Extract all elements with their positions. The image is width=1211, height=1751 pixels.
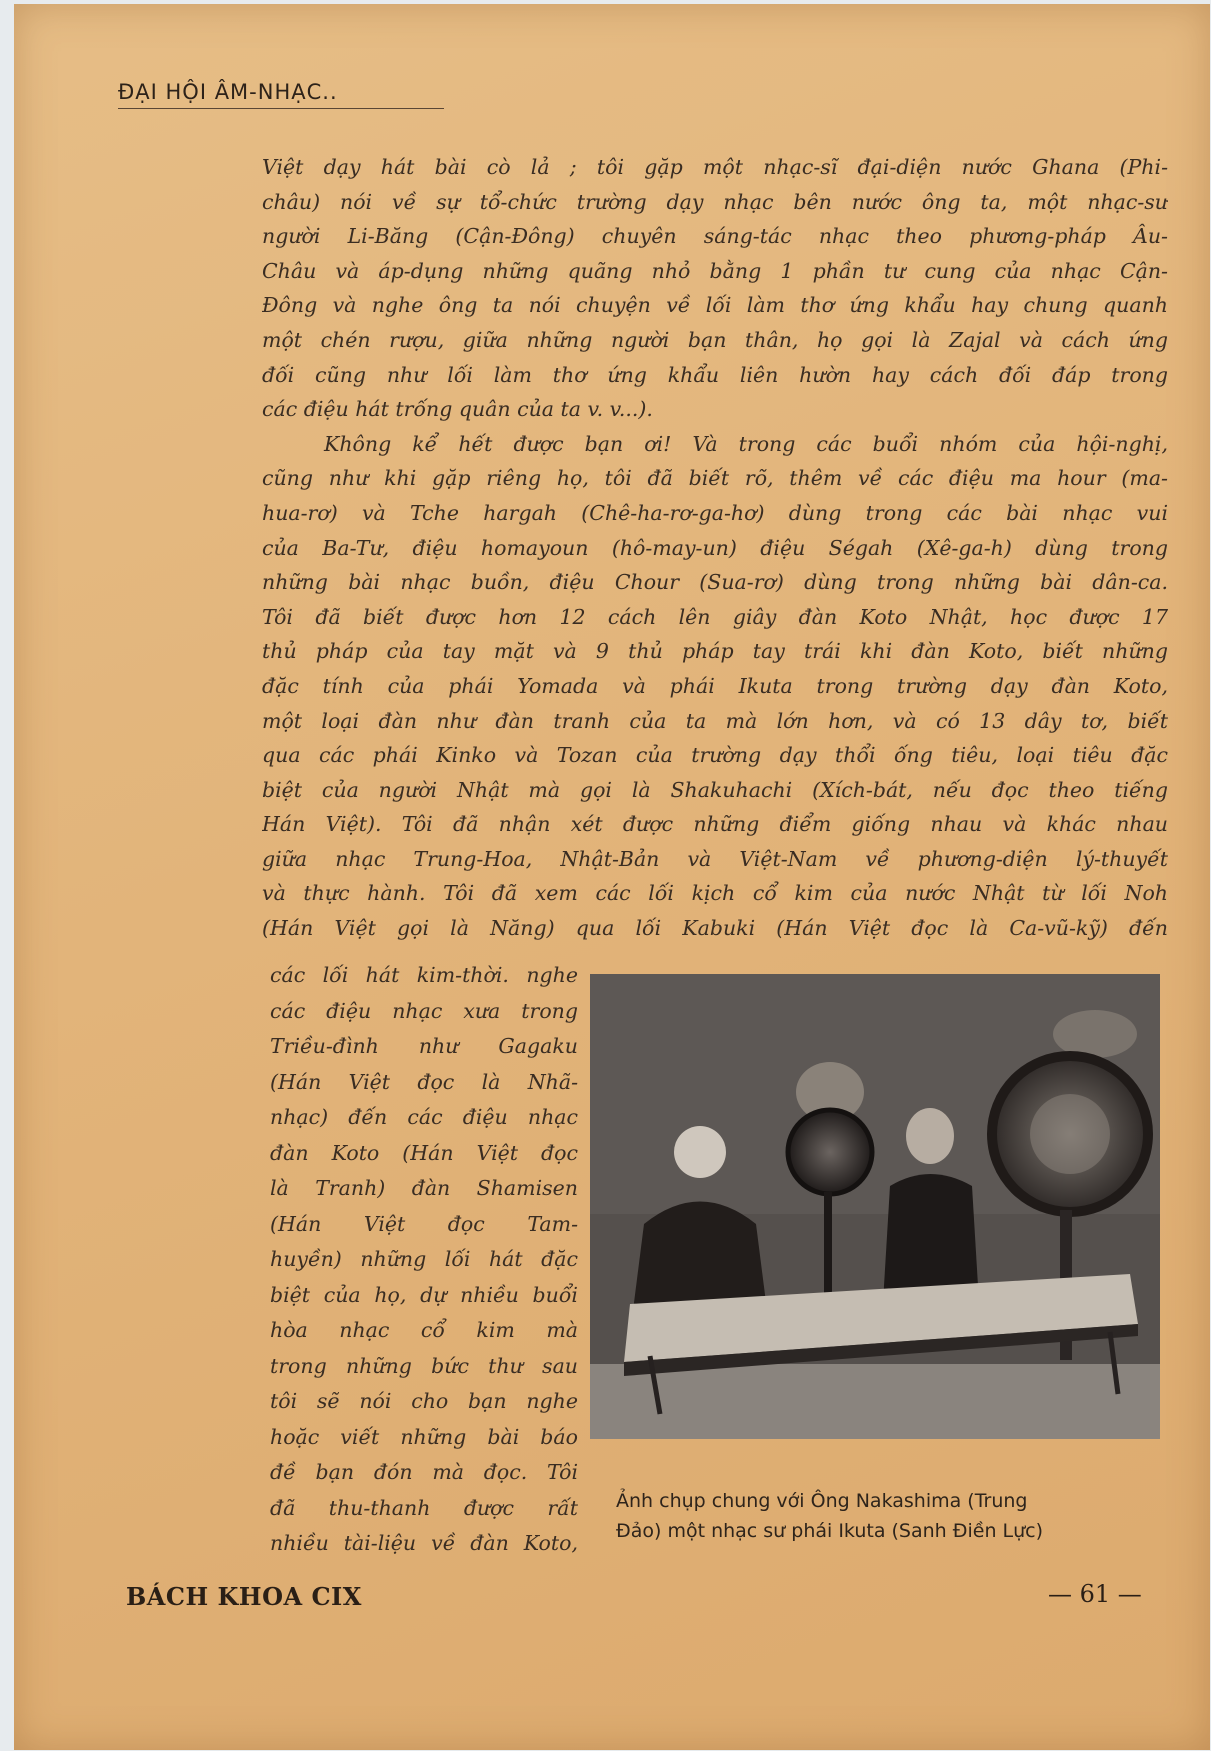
side-line: trong những bức thư sau (270, 1353, 578, 1378)
side-line: các điệu nhạc xưa trong (270, 998, 578, 1023)
side-line: (Hán Việt đọc là Nhã- (270, 1069, 578, 1094)
body-line: châu) nói về sự tổ-chức trường dạy nhạc bên nước ông ta, một nhạc-sư (262, 189, 1168, 214)
body-line: đặc tính của phái Yomada và phái Ikuta trong trường dạy đàn Koto, (262, 673, 1168, 698)
body-line: giữa nhạc Trung-Hoa, Nhật-Bản và Việt-Nam về phương-diện lý-thuyết (262, 846, 1168, 871)
side-line: biệt của họ, dự nhiều buổi (270, 1282, 578, 1307)
body-line: Tôi đã biết được hơn 12 cách lên giây đàn Koto Nhật, học được 17 (262, 604, 1168, 629)
body-line: một chén rượu, giữa những người bạn thân, họ gọi là Zajal và cách ứng (262, 327, 1168, 352)
side-line: là Tranh) đàn Shamisen (270, 1176, 578, 1200)
body-line: Không kể hết được bạn ơi! Và trong các buổi nhóm của hội-nghị, (324, 431, 1168, 456)
body-line: những bài nhạc buồn, điệu Chour (Sua-rơ) dùng trong những bài dân-ca. (262, 570, 1168, 595)
body-line: (Hán Việt gọi là Năng) qua lối Kabuki (Hán Việt đọc là Ca-vũ-kỹ) đến (262, 916, 1168, 941)
side-line: đã thu-thanh được rất (270, 1495, 578, 1520)
page-number: — 61 — (1048, 1580, 1142, 1608)
side-line: hoặc viết những bài báo (270, 1424, 578, 1449)
side-line: nhiều tài-liệu về đàn Koto, (270, 1531, 578, 1555)
side-line: Triều-đình như Gagaku (270, 1034, 578, 1058)
body-line: qua các phái Kinko và Tozan của trường dạy thổi ống tiêu, loại tiêu đặc (262, 743, 1168, 768)
body-line: biệt của người Nhật mà gọi là Shakuhachi (Xích-bát, nếu đọc theo tiếng (262, 777, 1168, 802)
header-rule (118, 108, 444, 109)
side-line: các lối hát kim-thời. nghe (270, 963, 578, 987)
article-body (262, 150, 1168, 946)
caption-line: Đảo) một nhạc sư phái Ikuta (Sanh Điền Lực) (616, 1520, 1044, 1542)
photo-caption (616, 1486, 1148, 1546)
body-line: Việt dạy hát bài cò lả ; tôi gặp một nhạc-sĩ đại-diện nước Ghana (Phi- (262, 155, 1168, 179)
side-line: nhạc) đến các điệu nhạc (270, 1105, 578, 1129)
body-line: cũng như khi gặp riêng họ, tôi đã biết rõ, thêm về các điệu ma hour (ma- (262, 466, 1168, 491)
side-line: đề bạn đón mà đọc. Tôi (270, 1460, 578, 1484)
body-line: đối cũng như lối làm thơ ứng khẩu liên hườn hay cách đối đáp trong (262, 362, 1168, 387)
article-photo (590, 974, 1160, 1439)
body-line: của Ba-Tư, điệu homayoun (hô-may-un) điệu Ségah (Xê-ga-h) dùng trong (262, 535, 1168, 560)
body-line: Hán Việt). Tôi đã nhận xét được những điểm giống nhau và khác nhau (262, 812, 1168, 837)
caption-line: Ảnh chụp chung với Ông Nakashima (Trung (616, 1490, 1028, 1512)
body-line: Đông và nghe ông ta nói chuyện về lối làm thơ ứng khẩu hay chung quanh (262, 293, 1168, 318)
side-line: tôi sẽ nói cho bạn nghe (270, 1389, 578, 1413)
side-line: đàn Koto (Hán Việt đọc (270, 1140, 578, 1165)
side-line: huyền) những lối hát đặc (270, 1247, 578, 1271)
side-line: (Hán Việt đọc Tam- (270, 1211, 578, 1236)
running-header: ĐẠI HỘI ÂM-NHẠC.. (118, 80, 338, 104)
body-line: và thực hành. Tôi đã xem các lối kịch cổ kim của nước Nhật từ lối Noh (262, 881, 1168, 906)
body-line: Châu và áp-dụng những quãng nhỏ bằng 1 phần tư cung của nhạc Cận- (262, 258, 1168, 283)
body-line: một loại đàn như đàn tranh của ta mà lớn hơn, và có 13 dây tơ, biết (262, 708, 1168, 733)
article-side-column (270, 958, 578, 1562)
magazine-name: BÁCH KHOA CIX (126, 1582, 362, 1611)
body-line: thủ pháp của tay mặt và 9 thủ pháp tay trái khi đàn Koto, biết những (262, 639, 1168, 664)
body-line: người Li-Băng (Cận-Đông) chuyên sáng-tác nhạc theo phương-pháp Âu- (262, 224, 1168, 249)
body-line: các điệu hát trống quân của ta v. v...). (262, 397, 653, 422)
photo-illustration (590, 974, 1160, 1439)
side-line: hòa nhạc cổ kim mà (270, 1318, 578, 1342)
body-line: hua-rơ) và Tche hargah (Chê-ha-rơ-ga-hơ) dùng trong các bài nhạc vui (262, 500, 1168, 525)
